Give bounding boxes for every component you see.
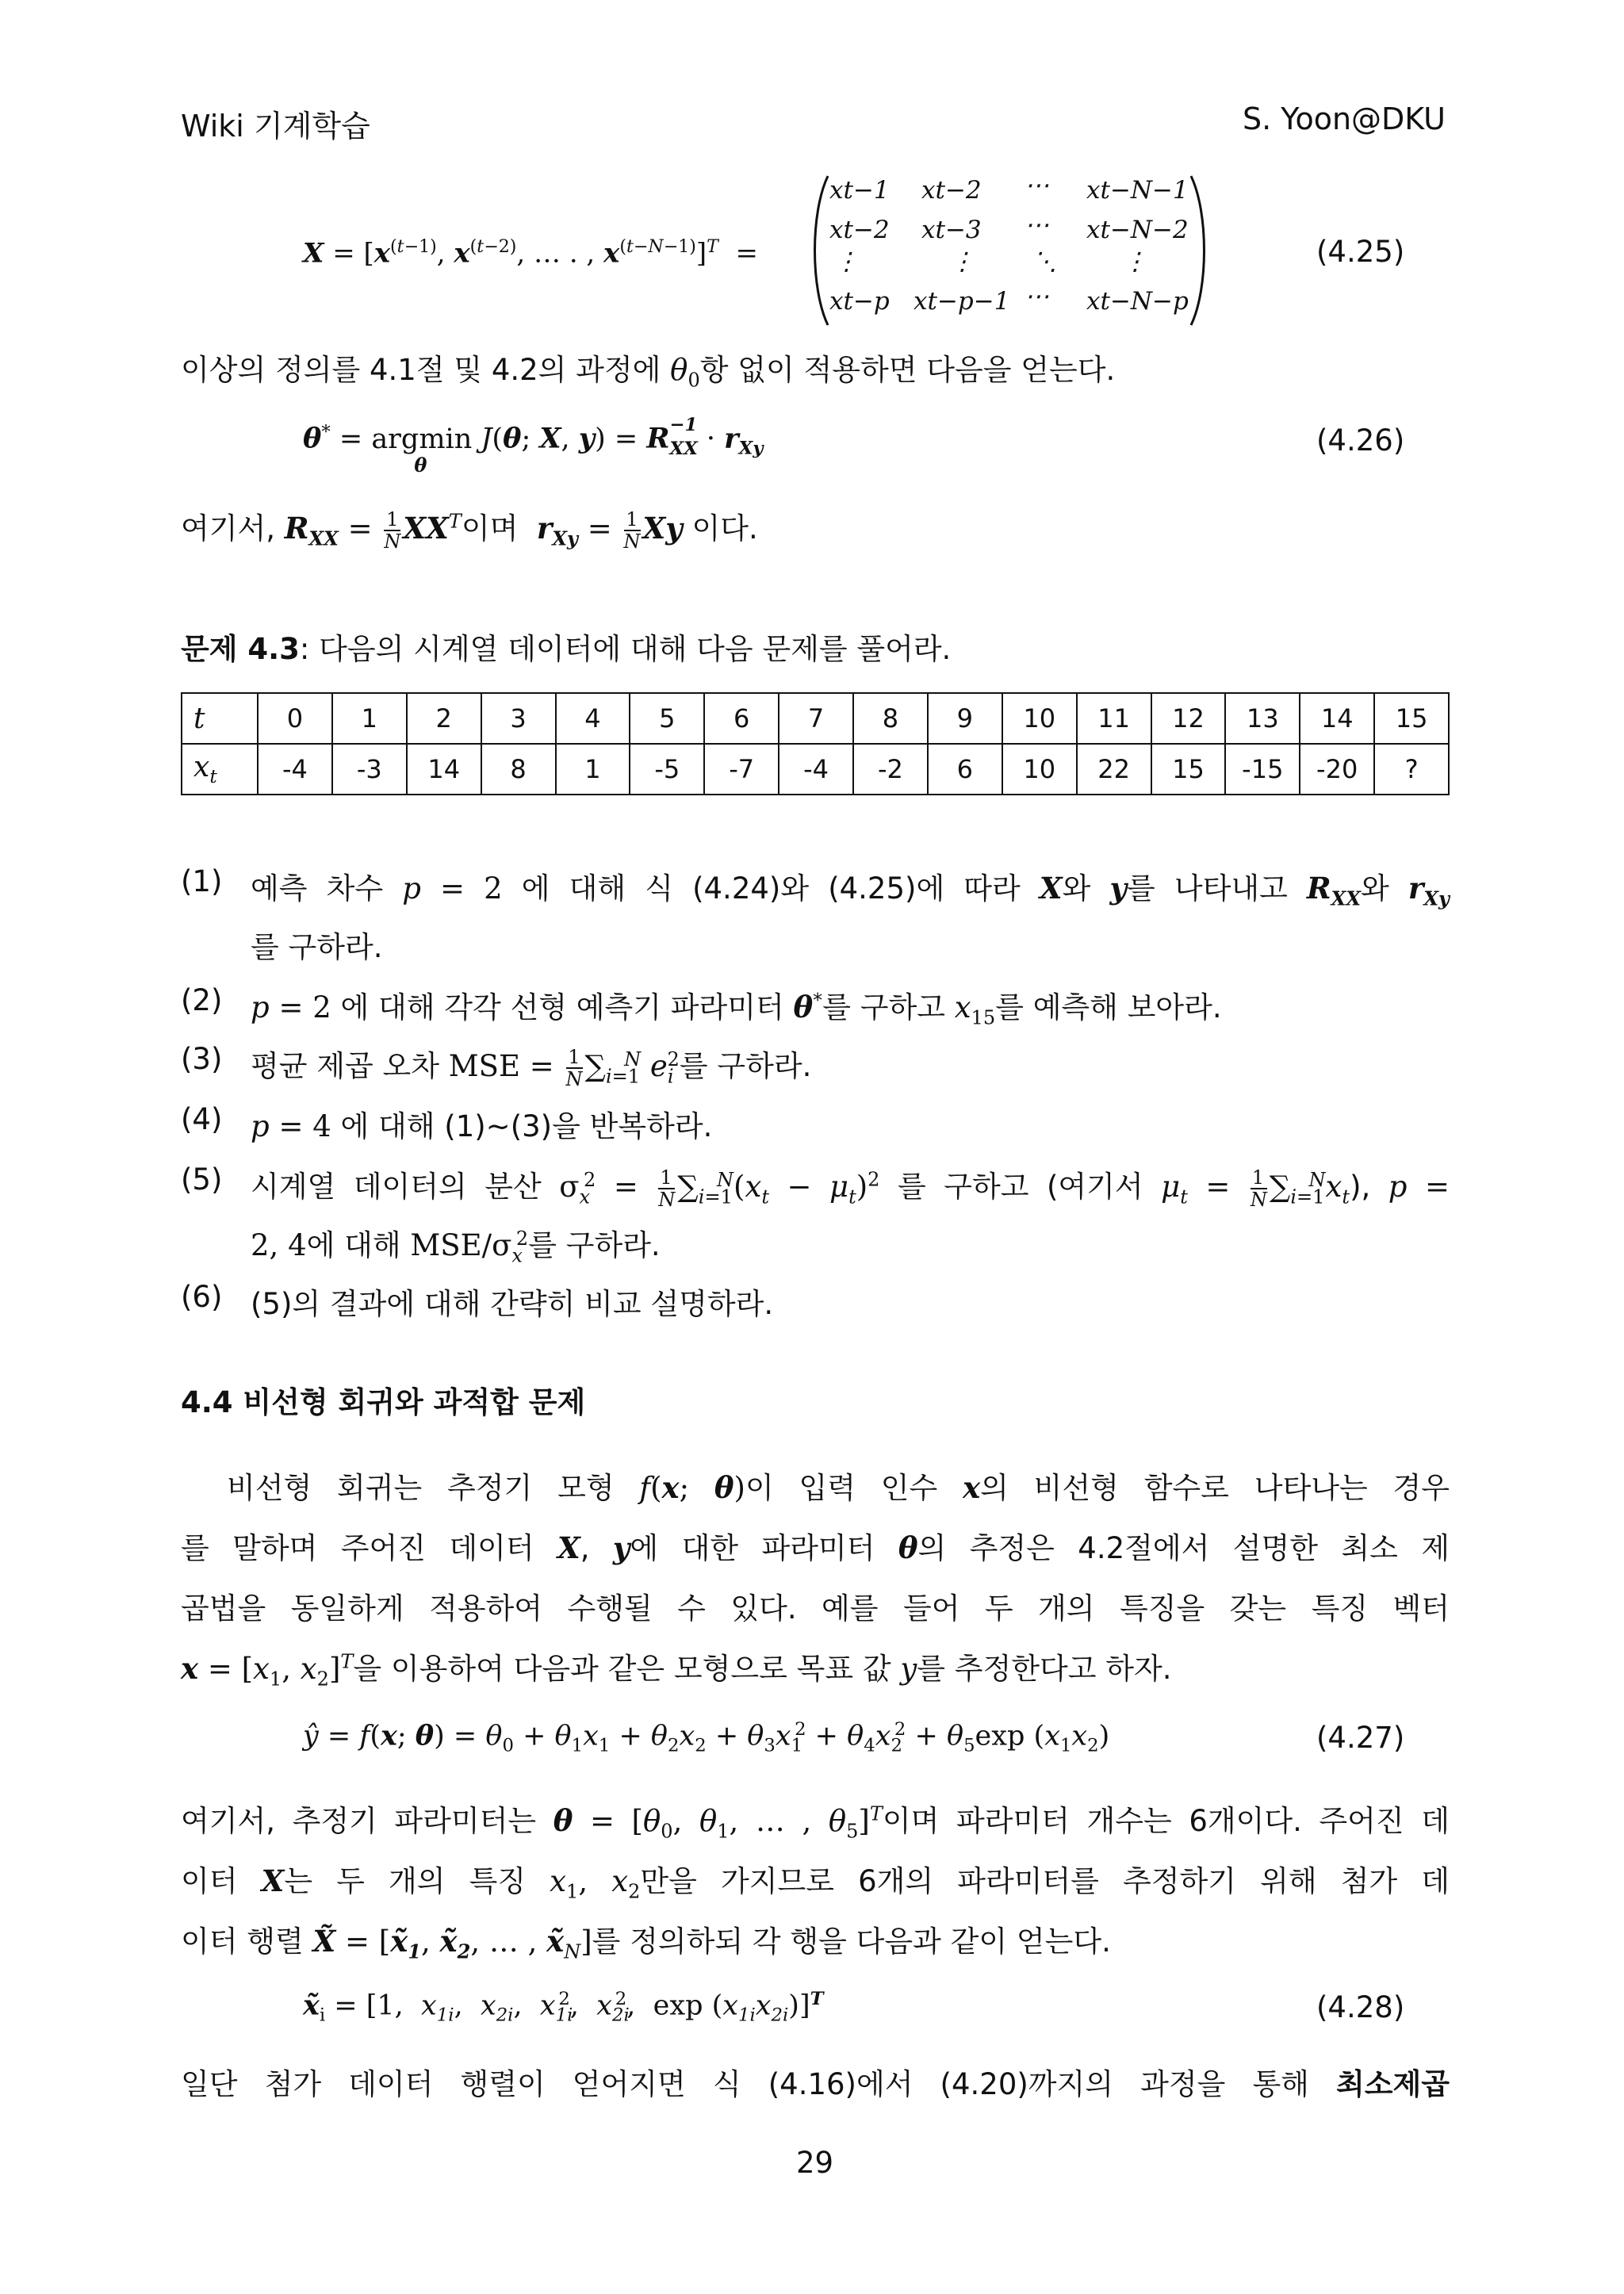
item-number: (6) [181, 1280, 223, 1314]
section-title: 4.4 비선형 회귀와 과적합 문제 [181, 1385, 586, 1419]
eq-number-4-25: (4.25) [1316, 235, 1405, 269]
item-1-cont: 를 구하라. [251, 930, 383, 964]
header-left: Wiki 기계학습 [181, 109, 370, 144]
table-cell: ? [1374, 744, 1449, 795]
table-cell: 3 [481, 693, 556, 744]
para1-line: 를 말하며 주어진 데이터 X, y에 대한 파라미터 θ의 추정은 4.2절에서 설명한 최소 제 [181, 1530, 1450, 1565]
table-cell: 6 [704, 693, 779, 744]
page-number: 29 [796, 2146, 834, 2180]
para2-line: 이터 행렬 X̃ = [$x̃_1$, $x̃_2$, … , $x̃_N$]를 정의하되 각 행을 다음과 같이 얻는다. [181, 1924, 1111, 1963]
table-cell: 15 [1374, 693, 1449, 744]
header-right: S. Yoon@DKU [1243, 101, 1446, 136]
eq-number-4-27: (4.27) [1316, 1721, 1405, 1755]
last-line-text: 일단 첨가 데이터 행렬이 얻어지면 식 (4.16)에서 (4.20)까지의 과정을 통해 [181, 2067, 1337, 2101]
text-apply-line: 이상의 정의를 4.1절 및 4.2의 과정에 $\theta_0$항 없이 적용하면 다음을 얻는다. [181, 353, 1116, 392]
problem-label: 문제 4.3 [181, 632, 300, 666]
table-cell: -5 [630, 744, 704, 795]
matrix-cell: ⋯ [1025, 171, 1049, 200]
last-line [181, 2060, 1450, 2103]
item-1-text: 예측 차수 p = 2 에 대해 식 (4.24)와 (4.25)에 따라 X와 y를 나타내고 $R_{XX}$와 $r_{Xy}$ [251, 871, 1450, 910]
table-cell: -20 [1300, 744, 1374, 795]
eq-4-27: ŷ = f(x; $\theta) = \theta_0 + \theta_1x_1 + \theta_2x_2 + \theta_3x_1^2 + \theta_4x_2^2 + \theta_5\exp$ $(x_1x_2)$ [303, 1719, 1110, 1756]
matrix-cell: ⋮ [834, 247, 859, 276]
table-row [182, 744, 1449, 795]
eq-4-28: $x̃_i = [1$, $x_{1i}$, $x_{2i}$, $x_{1i}^2$, $x_{2i}^2$, $\exp (x_{1i}x_{2i})]^T$ [303, 1989, 824, 2026]
table-row [182, 693, 1449, 744]
matrix-cell: ⋯ [1025, 211, 1049, 239]
item-5-text: 시계열 데이터의 분산 $\sigma_x^2$ = $\frac{1}{N}$ $\sum_{i=1}^N(x_t - \mu_t)^2$ 를 구하고 (여기서 $\mu_t$ = $\frac{1}{N}$ $\sum_{i=1}^Nx_t$), p = [251, 1166, 1450, 1211]
table-cell: -4 [779, 744, 853, 795]
table-cell: -2 [853, 744, 928, 795]
item-number: (5) [181, 1162, 223, 1197]
matrix-cell: xt−2 [829, 216, 890, 244]
table-cell: 5 [630, 693, 704, 744]
table-header-t: t [182, 693, 258, 744]
table-cell: 6 [928, 744, 1002, 795]
matrix-cell: xt−N−p [1086, 287, 1189, 316]
table-cell: 1 [556, 744, 630, 795]
item-5-cont: 2, 4에 대해 MSE/$\sigma_x^2$를 구하라. [251, 1227, 661, 1267]
text-where-line: 여기서, $R_{XX}$ = $\frac{1}{N}$ $XX^T$이며 $r_{Xy}$ = $\frac{1}{N}$ Xy 이다. [181, 507, 758, 553]
matrix-cell: ⋯ [1025, 282, 1049, 311]
matrix-cell: xt−N−1 [1086, 176, 1189, 205]
eq-4-25-matrix [809, 168, 1205, 327]
para1-line: $x = [x_1$, $x_2]^T$을 이용하여 다음과 같은 모형으로 목표 값 y를 추정한다고 하자. [181, 1650, 1172, 1691]
table-cell: 14 [407, 744, 481, 795]
time-series-table [181, 692, 1450, 795]
matrix-cell: ⋮ [950, 247, 975, 276]
table-cell: 12 [1151, 693, 1226, 744]
matrix-cell: ⋮ [1123, 247, 1147, 276]
table-cell: -3 [332, 744, 407, 795]
item-2-text: p = 2 에 대해 각각 선형 예측기 파라미터 θ*를 구하고 $x_{15}$를 예측해 보아라. [251, 989, 1222, 1029]
table-cell: 11 [1077, 693, 1151, 744]
table-cell: 8 [853, 693, 928, 744]
eq-number-4-28: (4.28) [1316, 1990, 1405, 2024]
eq-4-26: θ* = argmin θ J(θ; X, y) = R $_{-1 XX} \cdot r_{Xy}$ [303, 414, 764, 477]
para1-line: 곱법을 동일하게 적용하여 수행될 수 있다. 예를 들어 두 개의 특징을 갖는 특징 벡터 [181, 1591, 1450, 1626]
para2-line: 이터 X는 두 개의 특징 $x_1$, $x_2$만을 가지므로 6개의 파라미터를 추정하기 위해 첨가 데 [181, 1863, 1450, 1903]
item-6-text: (5)의 결과에 대해 간략히 비교 설명하라. [251, 1287, 774, 1321]
para1-line: 비선형 회귀는 추정기 모형 f(x; θ)이 입력 인수 x의 비선형 함수로 나타나는 경우 [227, 1470, 1450, 1505]
table-cell: 8 [481, 744, 556, 795]
problem-text: : 다음의 시계열 데이터에 대해 다음 문제를 풀어라. [299, 632, 952, 666]
table-cell: 22 [1077, 744, 1151, 795]
table-cell: 1 [332, 693, 407, 744]
table-cell: 15 [1151, 744, 1226, 795]
table-cell: -15 [1225, 744, 1300, 795]
eq-4-26-sub: θ [414, 453, 427, 477]
last-line-bold: 최소제곱 [1336, 2067, 1450, 2101]
problem-title [181, 625, 951, 668]
matrix-cell: ⋱ [1032, 247, 1057, 276]
item-3-text: 평균 제곱 오차 MSE = $\frac{1}{N}$ $\sum_{i=1}^N$ $e_i^2$를 구하라. [251, 1045, 812, 1090]
item-number: (4) [181, 1102, 223, 1136]
matrix-cell: xt−2 [921, 176, 982, 205]
matrix-cell: xt−3 [921, 216, 982, 244]
item-number: (3) [181, 1042, 223, 1076]
item-4-text: p = 4 에 대해 (1)~(3)을 반복하라. [251, 1109, 713, 1143]
eq-number-4-26: (4.26) [1316, 423, 1405, 458]
table-cell: 9 [928, 693, 1002, 744]
matrix-cell: xt−1 [829, 176, 890, 205]
item-number: (1) [181, 864, 223, 898]
table-cell: 13 [1225, 693, 1300, 744]
matrix-cell: xt−p−1 [914, 287, 1010, 316]
table-cell: 10 [1002, 744, 1077, 795]
table-cell: 10 [1002, 693, 1077, 744]
para2-line: 여기서, 추정기 파라미터는 $\theta = [\theta_0$, $\theta_1$, … , $\theta_5]^T$이며 파라미터 개수는 6개이다. 주어진 데 [181, 1802, 1450, 1843]
table-cell: 4 [556, 693, 630, 744]
table-cell: -4 [258, 744, 332, 795]
eq-4-25-lhs: $X = [x^{(t-1)}$, $x^{(t-2)}$, … . , $x^{(t-N-1)}]^T$ = [303, 236, 759, 270]
table-cell: 0 [258, 693, 332, 744]
matrix-cell: xt−p [829, 287, 890, 316]
table-cell: 7 [779, 693, 853, 744]
table-cell: 14 [1300, 693, 1374, 744]
item-number: (2) [181, 983, 223, 1017]
table-cell: -7 [704, 744, 779, 795]
table-cell: 2 [407, 693, 481, 744]
table-header-x: $x_t$ [182, 744, 258, 795]
matrix-cell: xt−N−2 [1086, 216, 1189, 244]
